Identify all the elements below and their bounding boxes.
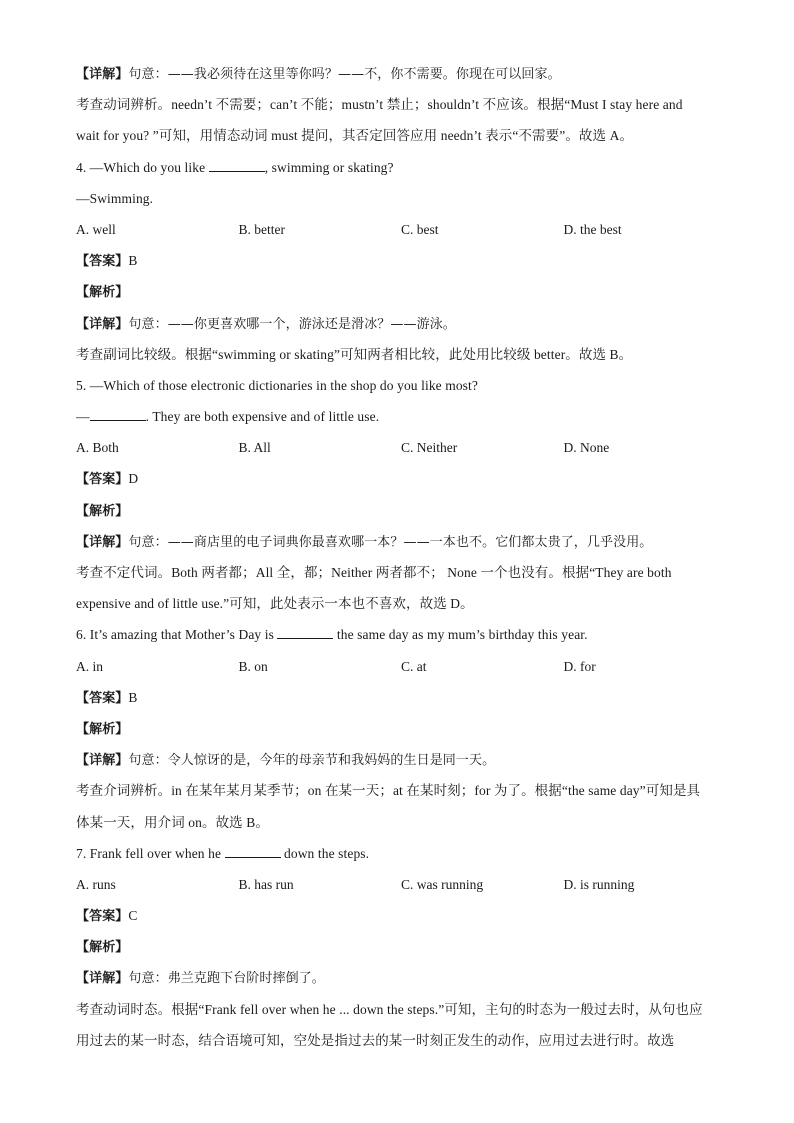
detail-tag: 【详解】	[76, 316, 129, 332]
q7-stem	[76, 838, 726, 869]
q4-analysis-line-1: 考查副词比较级。根据“swimming or skating”可知两者相比较，此处用比较级 better。故选 B。	[76, 346, 633, 362]
detail-text: 句意：——我必须待在这里等你吗？——不，你不需要。你现在可以回家。	[128, 67, 561, 82]
option-c: C. at	[401, 658, 427, 674]
q5-detail	[76, 526, 726, 557]
detail-text: 句意：令人惊讶的是，今年的母亲节和我妈妈的生日是同一天。	[128, 753, 496, 769]
option-c: C. Neither	[401, 440, 458, 456]
option-d: D. the best	[563, 221, 622, 237]
q6-analysis-heading	[76, 713, 726, 744]
q6-analysis-line-2: 体某一天，用介词 on。故选 B。	[76, 814, 269, 830]
stem-text: 6. It’s amazing that Mother’s Day is	[76, 627, 278, 643]
option-a: A. well	[76, 221, 116, 237]
q6-options	[76, 651, 726, 682]
option-d: D. for	[563, 658, 596, 674]
q6-analysis-line-1: 考查介词辨析。in 在某年某月某季节；on 在某一天；at 在某时刻；for 为了。根据“the same day”可知是具	[76, 783, 701, 799]
q3-analysis-line-1: 考查动词辨析。needn’t 不需要；can’t 不能；mustn’t 禁止；shouldn’t 不应该。根据“Must I stay here and	[76, 97, 683, 113]
option-a: A. in	[76, 658, 103, 674]
answer-blank	[209, 159, 265, 172]
q7-answer	[76, 900, 726, 931]
q7-options	[76, 869, 726, 900]
reply-text: . They are both expensive and of little use.	[145, 409, 380, 425]
q5-analysis-heading	[76, 495, 726, 526]
option-b: B. better	[238, 221, 285, 237]
detail-tag: 【详解】	[76, 67, 129, 82]
option-d: D. None	[563, 440, 610, 456]
q7-analysis-line-1: 考查动词时态。根据“Frank fell over when he ... down the steps.”可知，主句的时态为一般过去时，从句也应	[76, 1001, 703, 1017]
q7-detail	[76, 962, 726, 993]
detail-tag: 【详解】	[76, 971, 129, 987]
option-b: B. has run	[238, 876, 294, 892]
q6-answer	[76, 682, 726, 713]
answer-tag: 【答案】	[76, 472, 129, 488]
stem-text: the same day as my mum’s birthday this year.	[333, 627, 588, 643]
option-d: D. is running	[563, 876, 635, 892]
detail-text: 句意：——你更喜欢哪一个，游泳还是滑冰？——游泳。	[128, 316, 456, 332]
q7-analysis-heading	[76, 931, 726, 962]
option-b: B. All	[238, 440, 271, 456]
q3-analysis-line-2: wait for you? ”可知，用情态动词 must 提问，其否定回答应用 needn’t 表示“不需要”。故选 A。	[76, 128, 634, 144]
stem-text: down the steps.	[280, 845, 370, 861]
option-c: C. best	[401, 221, 439, 237]
analysis-tag: 【解析】	[76, 940, 129, 956]
answer-blank	[90, 408, 146, 421]
q6-stem	[76, 619, 726, 650]
option-a: A. Both	[76, 440, 119, 456]
analysis-tag: 【解析】	[76, 503, 129, 519]
answer-value: C	[128, 908, 138, 924]
answer-blank	[225, 845, 281, 858]
q3-detail	[76, 58, 726, 89]
detail-text: 句意：——商店里的电子词典你最喜欢哪一本？——一本也不。它们都太贵了，几乎没用。	[128, 534, 653, 550]
q5-reply	[76, 401, 726, 432]
option-c: C. was running	[401, 876, 484, 892]
answer-tag: 【答案】	[76, 254, 129, 270]
stem-text: 7. Frank fell over when he	[76, 845, 225, 861]
reply-dash: —	[76, 409, 90, 425]
option-a: A. runs	[76, 876, 116, 892]
detail-tag: 【详解】	[76, 753, 129, 769]
q5-answer	[76, 463, 726, 494]
option-b: B. on	[238, 658, 268, 674]
q4-options	[76, 214, 726, 245]
q4-reply: —Swimming.	[76, 190, 154, 206]
stem-text: 4. —Which do you like	[76, 159, 209, 175]
answer-value: B	[128, 253, 138, 269]
q5-stem: 5. —Which of those electronic dictionaries in the shop do you like most?	[76, 377, 478, 393]
q5-analysis-line-2: expensive and of little use.”可知，此处表示一本也不喜欢，故选 D。	[76, 596, 474, 612]
q4-detail	[76, 308, 726, 339]
detail-tag: 【详解】	[76, 534, 129, 550]
analysis-tag: 【解析】	[76, 721, 129, 737]
q6-detail	[76, 744, 726, 775]
answer-tag: 【答案】	[76, 690, 129, 706]
document-page	[76, 58, 726, 1056]
analysis-tag: 【解析】	[76, 285, 129, 301]
answer-value: B	[128, 689, 138, 705]
answer-value: D	[128, 471, 139, 487]
answer-blank	[277, 626, 333, 639]
stem-text: , swimming or skating?	[264, 159, 394, 175]
q7-analysis-line-2: 用过去的某一时态，结合语境可知，空处是指过去的某一时刻正发生的动作，应用过去进行时。故选	[76, 1032, 675, 1048]
q4-stem	[76, 152, 726, 183]
q4-analysis-heading	[76, 276, 726, 307]
answer-tag: 【答案】	[76, 909, 129, 925]
q4-answer	[76, 245, 726, 276]
detail-text: 句意：弗兰克跑下台阶时摔倒了。	[128, 971, 325, 987]
q5-analysis-line-1: 考查不定代词。Both 两者都；All 全，都；Neither 两者都不； None 一个也没有。根据“They are both	[76, 565, 672, 580]
q5-options	[76, 432, 726, 463]
